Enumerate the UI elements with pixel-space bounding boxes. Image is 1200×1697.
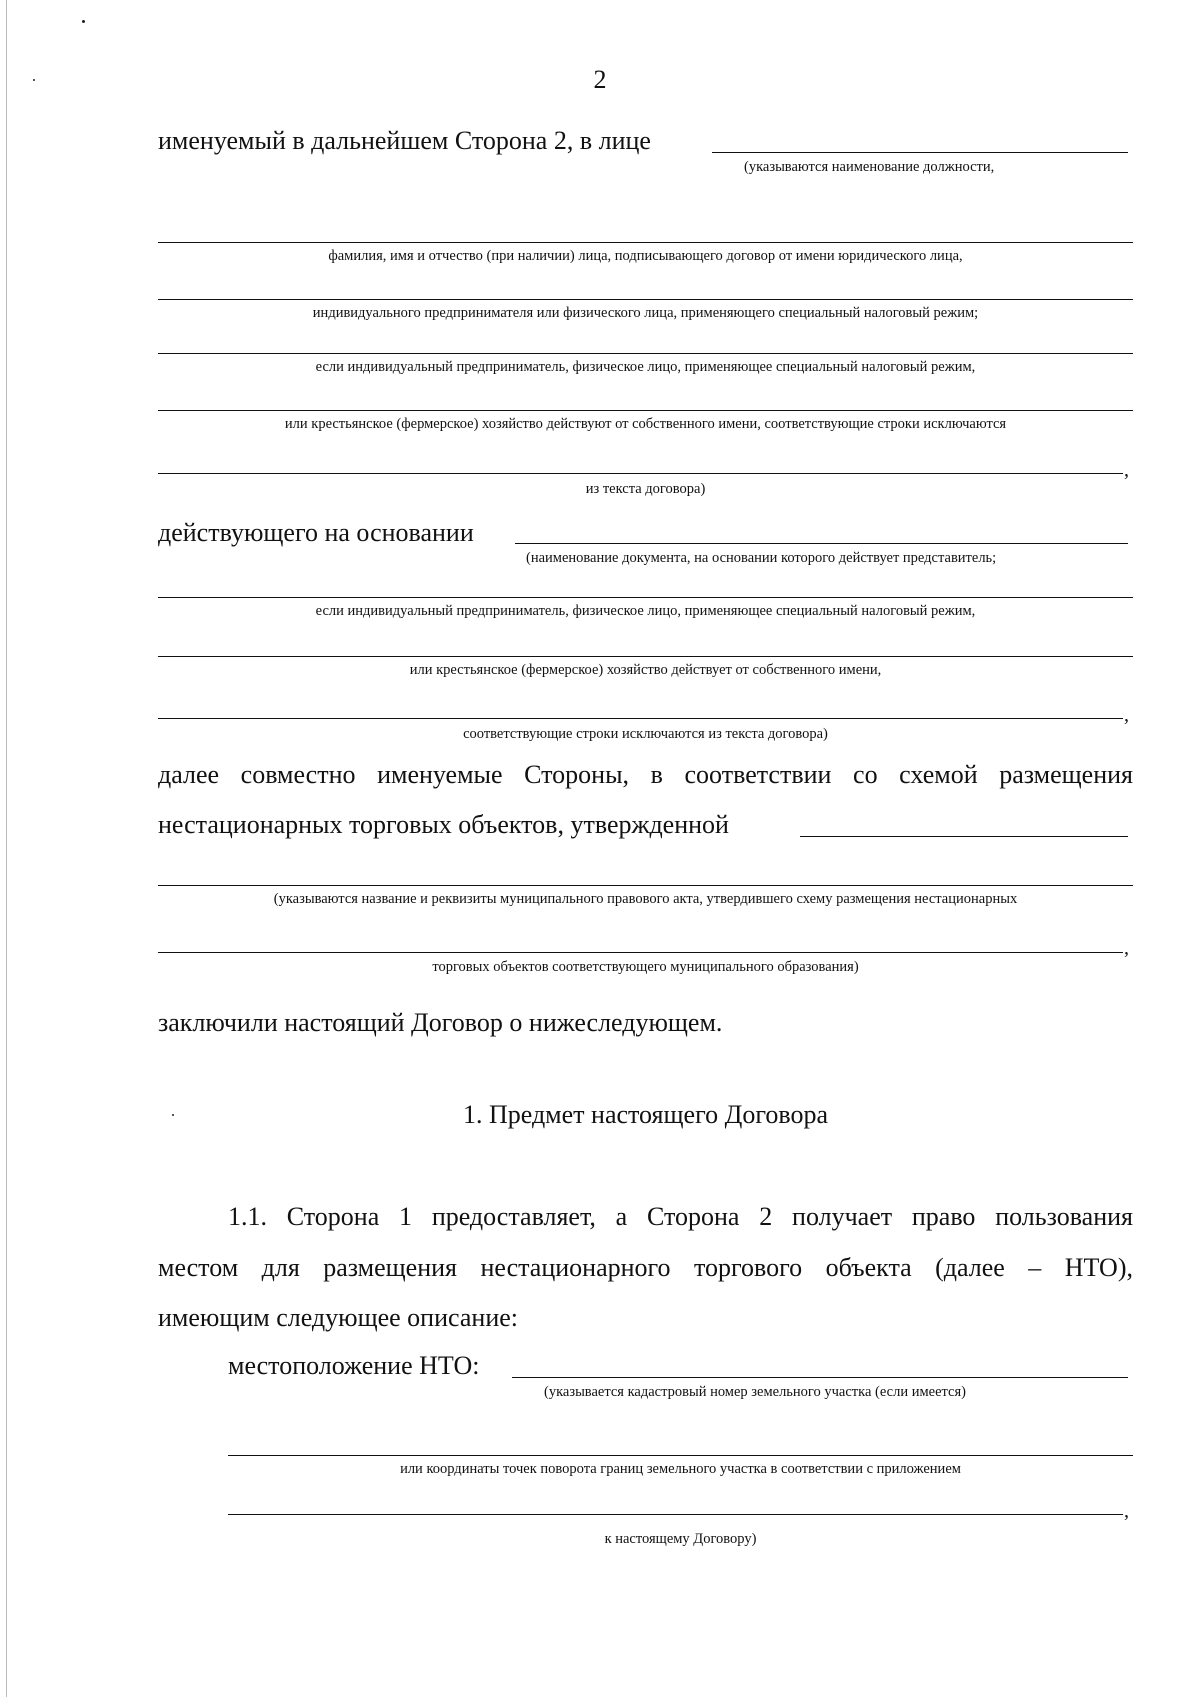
basis-intro: действующего на основании <box>158 518 474 547</box>
fill-line <box>800 836 1128 837</box>
party2-hint: (указываются наименование должности, <box>744 159 995 175</box>
location-label: местоположение НТО: <box>228 1351 480 1380</box>
fill-line <box>158 242 1133 243</box>
line-comma: , <box>1124 704 1129 726</box>
basis-hint: или крестьянское (фермерское) хозяйство действует от собственного имени, <box>409 662 882 678</box>
party2-hint: если индивидуальный предприниматель, физическое лицо, применяющее специальный налоговый режим, <box>315 359 976 375</box>
party2-hint: из текста договора) <box>585 481 706 497</box>
scheme-line: нестационарных торговых объектов, утвержденной <box>158 810 729 839</box>
fill-line <box>158 952 1123 953</box>
fill-line <box>158 597 1133 598</box>
fill-line <box>158 353 1133 354</box>
basis-hint: соответствующие строки исключаются из текста договора) <box>463 726 828 742</box>
scheme-hint: (указываются название и реквизиты муниципального правового акта, утвердившего схему размещения нестационарных <box>273 891 1018 907</box>
scheme-hint: торговых объектов соответствующего муниципального образования) <box>432 959 859 975</box>
fill-line <box>158 473 1123 474</box>
line-comma: , <box>1124 1500 1129 1522</box>
scan-edge <box>6 0 7 1697</box>
basis-hint: если индивидуальный предприниматель, физическое лицо, применяющее специальный налоговый режим, <box>315 603 976 619</box>
line-comma: , <box>1124 459 1129 481</box>
fill-line <box>228 1455 1133 1456</box>
basis-hint: (наименование документа, на основании которого действует представитель; <box>526 550 997 566</box>
page-number: 2 <box>593 65 607 94</box>
party2-hint: или крестьянское (фермерское) хозяйство действуют от собственного имени, соответствующие строки исключаются <box>284 416 1007 432</box>
fill-line <box>515 543 1128 544</box>
paragraph-line: местом для размещения нестационарного торгового объекта (далее – НТО), <box>158 1253 1133 1282</box>
fill-line <box>228 1514 1123 1515</box>
location-hint: или координаты точек поворота границ земельного участка в соответствии с приложением <box>400 1461 961 1477</box>
fill-line <box>158 656 1133 657</box>
concluded-text: заключили настоящий Договор о нижеследующем. <box>158 1008 723 1037</box>
fill-line <box>512 1377 1128 1378</box>
paragraph-line: имеющим следующее описание: <box>158 1303 519 1332</box>
line-comma: , <box>1124 937 1129 959</box>
paragraph-line: 1.1. Сторона 1 предоставляет, а Сторона 2 получает право пользования <box>228 1202 1133 1231</box>
fill-line <box>158 410 1133 411</box>
party2-hint: фамилия, имя и отчество (при наличии) лица, подписывающего договор от имени юридического лица, <box>328 248 963 264</box>
party2-intro: именуемый в дальнейшем Сторона 2, в лице <box>158 126 651 155</box>
fill-line <box>158 718 1123 719</box>
fill-line <box>158 299 1133 300</box>
fill-line <box>712 152 1128 153</box>
scheme-line: далее совместно именуемые Стороны, в соответствии со схемой размещения <box>158 760 1133 789</box>
scan-speck <box>33 79 35 81</box>
party2-hint: индивидуального предпринимателя или физического лица, применяющего специальный налоговый режим; <box>312 305 979 321</box>
fill-line <box>158 885 1133 886</box>
section-heading: 1. Предмет настоящего Договора <box>462 1100 828 1129</box>
location-hint: к настоящему Договору) <box>604 1531 757 1547</box>
scan-speck <box>82 20 85 23</box>
location-hint: (указывается кадастровый номер земельного участка (если имеется) <box>544 1384 966 1400</box>
